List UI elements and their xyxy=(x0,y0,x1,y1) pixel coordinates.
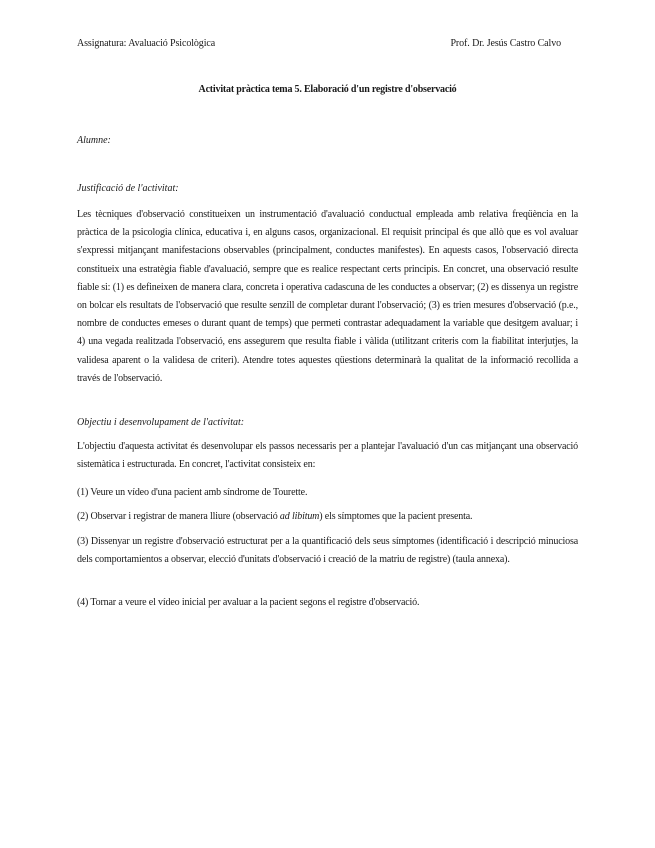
justification-paragraph: Les tècniques d'observació constitueixen un instrumentació d'avaluació conductual empleada amb relativa freqüència en la pràctica de la psicologia clínica, educativa i, en alguns casos, organizacional. El requisit principal és que allò que es vol avaluar s'expressi mitjançant manifestacions observables (principalment, conductes manifestes). En aquests casos, l'observació directa constitueix una estratègia fiable d'avaluació, sempre que es realice respectant certs principis. En concret, una observació resulte fiable si: (1) es defineixen de manera clara, concreta i operativa cadascuna de les conductes a observar; (2) es dissenya un registre on bolcar els resultats de l'observació que resulte senzill de completar durant l'observació; (3) es trien mesures d'observació (p.e., nombre de conductes emeses o durant quant de temps) que permeti contrastar adequadament la variable que desitgem avaluar; i 4) una vegada realitzada l'observació, ens assegurem que resulta fiable i vàlida (utilitzant criteris com la fiabilitat interjutjes, la validesa aparent o la validesa de criteri). Atendre totes aquestes qüestions determinarà la qualitat de la informació recollida a través de l'observació. xyxy=(77,209,578,384)
step-2-emphasis: ad libitum xyxy=(279,511,320,522)
step-4: (4) Tornar a veure el vídeo inicial per avaluar a la pacient segons el registre d'observació. xyxy=(77,597,420,608)
objective-paragraph: L'objectiu d'aquesta activitat és desenvolupar els passos necessaris per a plantejar l'avaluació d'un cas mitjançant una observació sistemàtica i estructurada. En concret, l'activitat consisteix en: xyxy=(77,441,578,471)
step-3: (3) Dissenyar un registre d'observació estructurat per a la quantificació dels seus símptomes (identificació i descripció minuciosa dels comportamientos a observar, elecció d'unitats d'observació i creació de la matriu de registre) (taula annexa). xyxy=(77,536,578,566)
professor-header: Prof. Dr. Jesús Castro Calvo xyxy=(450,38,561,49)
objective-heading: Objectiu i desenvolupament de l'activitat: xyxy=(77,417,245,428)
document-title: Activitat pràctica tema 5. Elaboració d'un registre d'observació xyxy=(198,84,457,95)
subject-header: Assignatura: Avaluació Psicològica xyxy=(77,38,216,49)
justification-heading: Justificació de l'activitat: xyxy=(77,183,179,194)
step-2-text-before: (2) Observar i registrar de manera lliure (observació xyxy=(77,511,280,522)
step-2 xyxy=(77,508,578,526)
student-label: Alumne: xyxy=(77,135,111,146)
step-2-text-after: ) els símptomes que la pacient presenta. xyxy=(319,511,473,522)
step-1: (1) Veure un vídeo d'una pacient amb síndrome de Tourette. xyxy=(77,487,308,498)
